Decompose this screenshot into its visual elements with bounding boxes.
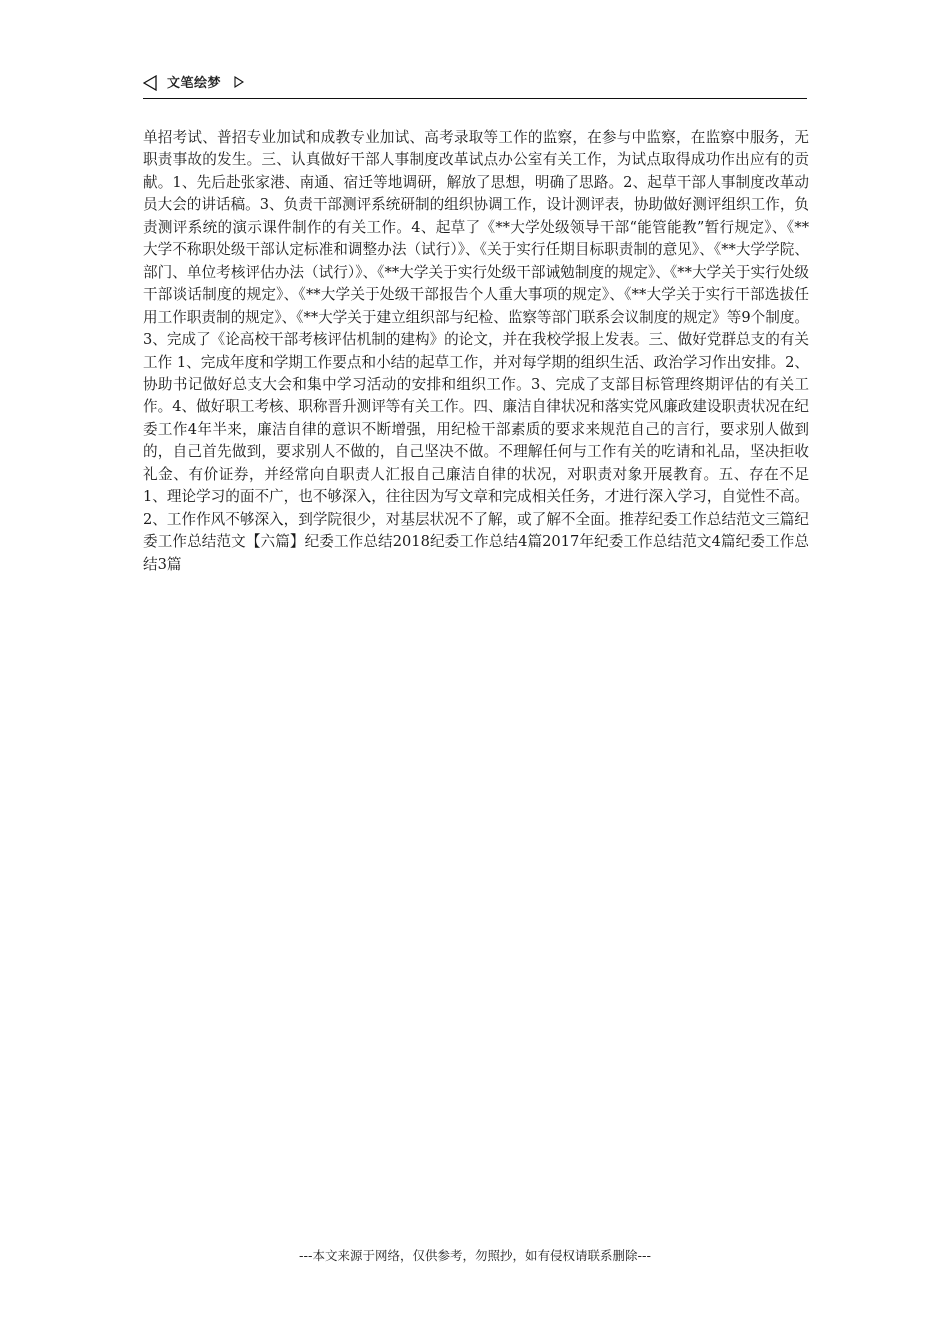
header-title: 文笔绘梦 bbox=[167, 76, 222, 91]
triangle-right-outline-icon bbox=[234, 76, 244, 88]
triangle-left-outline-icon bbox=[143, 75, 157, 91]
page-header bbox=[143, 72, 807, 99]
body-paragraph: 单招考试、普招专业加试和成教专业加试、高考录取等工作的监察，在参与中监察，在监察中服务，无职责事故的发生。三、认真做好干部人事制度改革试点办公室有关工作，为试点取得成功作出应有的贡献。1、先后赴张家港、南通、宿迁等地调研，解放了思想，明确了思路。2、起草干部人事制度改革动员大会的讲话稿。3、负责干部测评系统研制的组织协调工作，设计测评表，协助做好测评组织工作，负责测评系统的演示课件制作的有关工作。4、起草了《**大学处级领导干部“能管能教”暂行规定》、《**大学不称职处级干部认定标准和调整办法（试行）》、《关于实行任期目标职责制的意见》、《**大学学院、部门、单位考核评估办法（试行）》、《**大学关于实行处级干部诫勉制度的规定》、《**大学关于实行处级干部谈话制度的规定》、《**大学关于处级干部报告个人重大事项的规定》、《**大学关于实行干部选拔任用工作职责制的规定》、《**大学关于建立组织部与纪检、监察等部门联系会议制度的规定》等9个制度。3、完成了《论高校干部考核评估机制的建构》的论文，并在我校学报上发表。三、做好党群总支的有关工作 1、完成年度和学期工作要点和小结的起草工作，并对每学期的组织生活、政治学习作出安排。2、协助书记做好总支大会和集中学习活动的安排和组织工作。3、完成了支部目标管理终期评估的有关工作。4、做好职工考核、职称晋升测评等有关工作。四、廉洁自律状况和落实党风廉政建设职责状况在纪委工作4年半来，廉洁自律的意识不断增强，用纪检干部素质的要求来规范自己的言行，要求别人做到的，自己首先做到，要求别人不做的，自己坚决不做。不理解任何与工作有关的吃请和礼品，坚决拒收礼金、有价证券，并经常向自职责人汇报自己廉洁自律的状况，对职责对象开展教育。五、存在不足 1、理论学习的面不广，也不够深入，往往因为写文章和完成相关任务，才进行深入学习，自觉性不高。2、工作作风不够深入，到学院很少，对基层状况不了解，或了解不全面。推荐纪委工作总结范文三篇纪委工作总结范文【六篇】纪委工作总结2018纪委工作总结4篇2017年纪委工作总结范文4篇纪委工作总结3篇 bbox=[143, 129, 810, 573]
page-footer-disclaimer: ---本文来源于网络，仅供参考，勿照抄，如有侵权请联系删除--- bbox=[298, 1248, 652, 1263]
